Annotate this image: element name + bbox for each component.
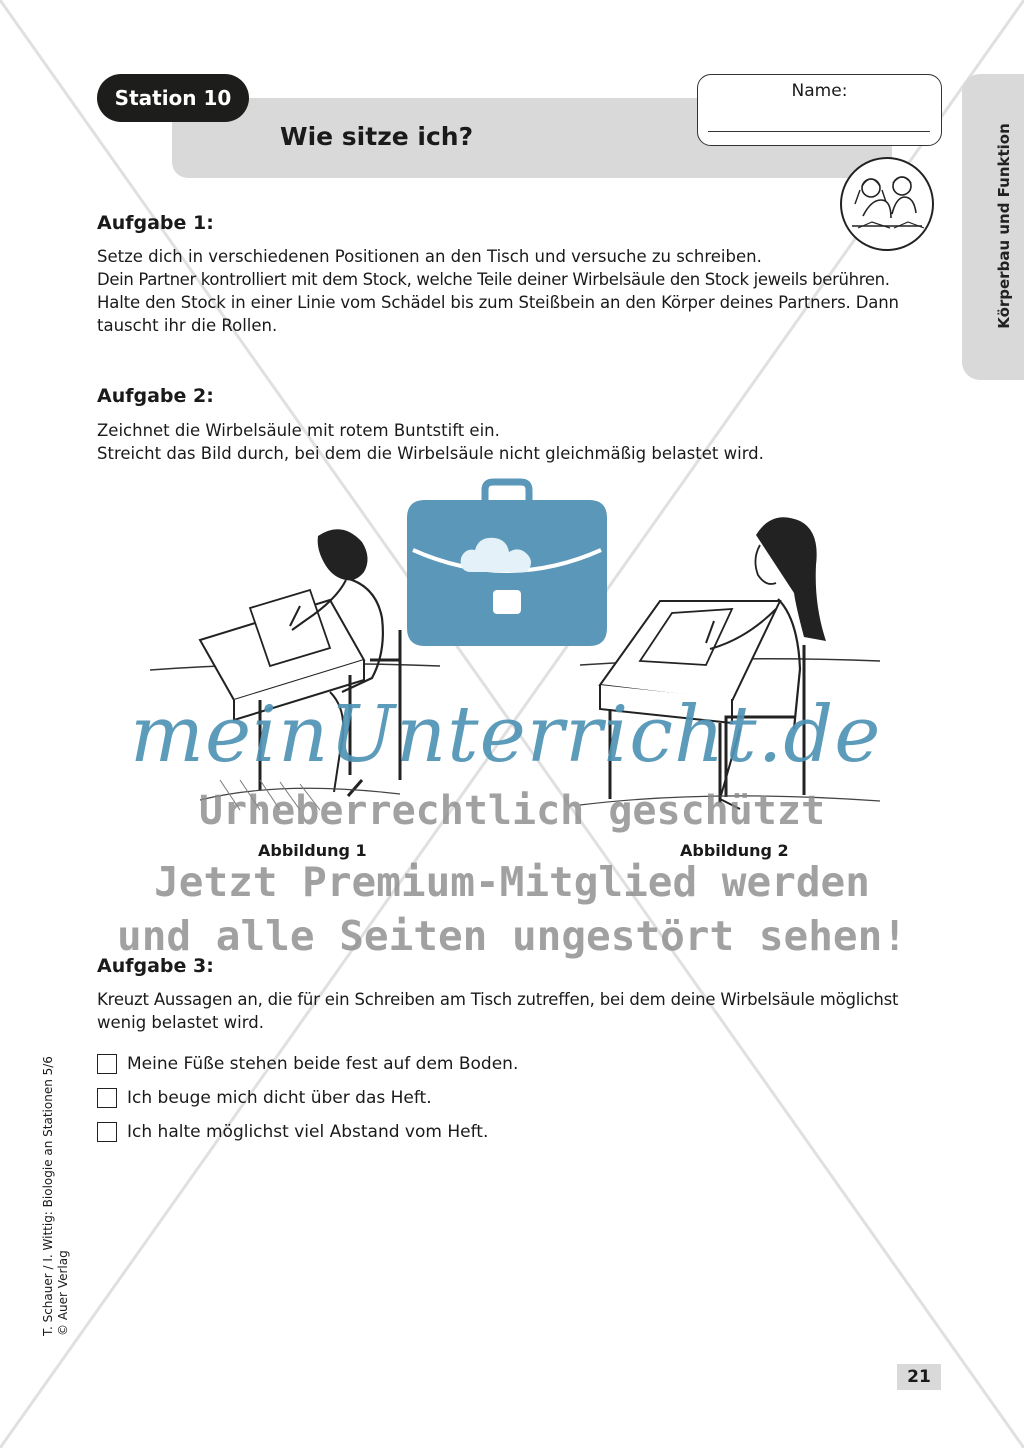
task1-heading: Aufgabe 1:: [97, 212, 214, 234]
checkbox[interactable]: [97, 1054, 117, 1074]
checklist-option[interactable]: [97, 1122, 488, 1142]
watermark-premium-line: und alle Seiten ungestört sehen!: [117, 912, 907, 960]
section-side-tab: [962, 74, 1024, 380]
watermark-copyright-line: Urheberrechtlich geschützt: [198, 788, 826, 834]
checkbox[interactable]: [97, 1122, 117, 1142]
checklist-option-label: Ich beuge mich dicht über das Heft.: [127, 1088, 432, 1108]
checklist-option-label: Meine Füße stehen beide fest auf dem Boden.: [127, 1054, 519, 1074]
task2-line: Streicht das Bild durch, bei dem die Wirbelsäule nicht gleichmäßig belastet wird.: [97, 444, 764, 463]
task1-line: Halte den Stock in einer Linie vom Schädel bis zum Steißbein an den Körper deines Partners. Dann: [97, 293, 899, 312]
credit-line: © Auer Verlag: [56, 1250, 70, 1336]
task2-line: Zeichnet die Wirbelsäule mit rotem Buntstift ein.: [97, 421, 500, 440]
checkbox[interactable]: [97, 1088, 117, 1108]
task2-text: [97, 419, 942, 465]
page-title: Wie sitze ich?: [280, 122, 474, 151]
task3-line: wenig belastet wird.: [97, 1013, 264, 1032]
task1-line: tauscht ihr die Rollen.: [97, 316, 278, 335]
task2-heading: Aufgabe 2:: [97, 385, 214, 407]
figure1-hunched-sitting-illustration: [140, 500, 440, 830]
task1-line: Dein Partner kontrolliert mit dem Stock, welche Teile deiner Wirbelsäule den Stock jeweils berühren.: [97, 270, 890, 289]
task1-text: [97, 245, 942, 337]
watermark-logo: meinUnterricht.de: [130, 690, 882, 780]
checklist-option[interactable]: [97, 1088, 432, 1108]
checklist-option[interactable]: [97, 1054, 518, 1074]
name-write-line[interactable]: [708, 131, 930, 132]
schoolbag-cloud-logo: [407, 478, 607, 646]
page-number: 21: [897, 1364, 941, 1390]
credit-line: T. Schauer / I. Wittig: Biologie an Stationen 5/6: [41, 1056, 55, 1336]
task3-text: [97, 988, 942, 1034]
task1-line: Setze dich in verschiedenen Positionen an den Tisch und versuche zu schreiben.: [97, 247, 762, 266]
partner-kids-icon: [838, 156, 936, 252]
checklist-option-label: Ich halte möglichst viel Abstand vom Heft.: [127, 1122, 489, 1142]
figure2-caption: Abbildung 2: [680, 841, 789, 860]
figure1-caption: Abbildung 1: [258, 841, 367, 860]
station-badge: Station 10: [97, 74, 249, 122]
name-label: Name:: [791, 81, 848, 101]
section-side-tab-label: Körperbau und Funktion: [995, 123, 1013, 329]
name-field-box[interactable]: [697, 74, 942, 146]
task3-line: Kreuzt Aussagen an, die für ein Schreiben am Tisch zutreffen, bei dem deine Wirbelsäule möglichst: [97, 990, 899, 1009]
task3-heading: Aufgabe 3:: [97, 955, 214, 977]
publisher-credit: [41, 1056, 71, 1336]
watermark-premium-line: Jetzt Premium-Mitglied werden: [154, 858, 870, 906]
